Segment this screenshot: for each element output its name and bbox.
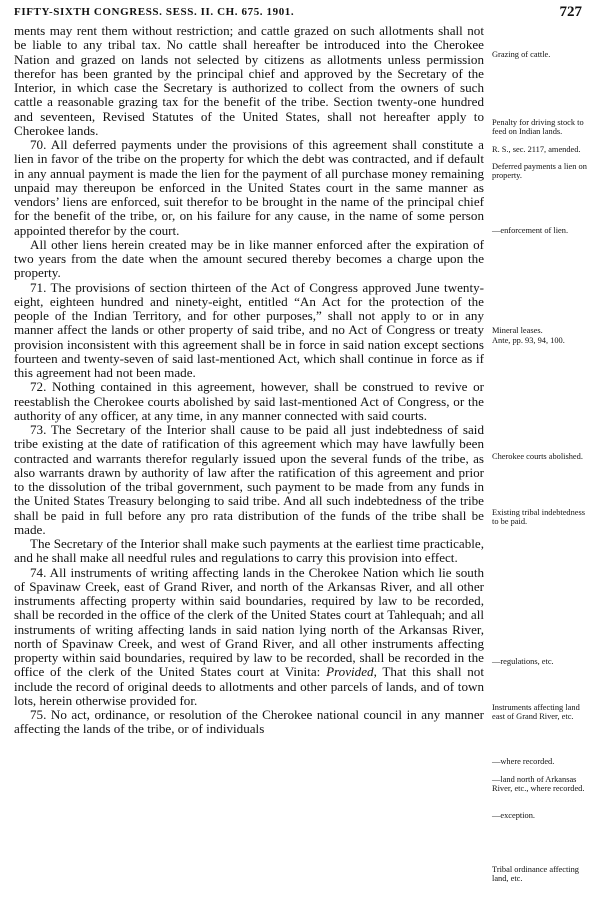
margin-note: Ante, pp. 93, 94, 100. — [492, 336, 565, 345]
paragraph: The Secretary of the Interior shall make such payments at the earliest time practicable, and he shall make all needful rules and regulations to carry this provision into effect. — [14, 536, 484, 566]
margin-note: Tribal ordinance affecting land, etc. — [492, 865, 579, 884]
margin-note: Penalty for driving stock to feed on Indian lands. — [492, 118, 584, 137]
running-head: FIFTY-SIXTH CONGRESS. SESS. II. CH. 675. 1901. — [14, 6, 295, 18]
paragraph: All other liens herein created may be in like manner enforced after the expiration of two years from the date when the amount secured thereby becomes a charge upon the property. — [14, 236, 484, 281]
margin-note: —regulations, etc. — [492, 657, 554, 666]
margin-note: —land north of Arkansas River, etc., where recorded. — [492, 775, 585, 794]
paragraph — [14, 566, 484, 709]
margin-note: —exception. — [492, 811, 536, 820]
margin-note: Existing tribal indebtedness to be paid. — [492, 508, 586, 527]
main-text-column — [14, 24, 484, 737]
paragraph: 75. No act, ordinance, or resolution of the Cherokee national council in any manner affecting the lands of the tribe, or of individuals — [14, 707, 484, 737]
margin-note: Grazing of cattle. — [492, 50, 551, 59]
margin-note: Instruments affecting land east of Grand River, etc. — [492, 703, 580, 722]
margin-note: Mineral leases. — [492, 326, 543, 335]
running-header — [14, 4, 582, 22]
paragraph: 70. All deferred payments under the provisions of this agreement shall constitute a lien in favor of the tribe on the property for which the debt was contracted, and if default in any annual payment is made the lien for the payment of all purchase money remaining unpaid may thereupon be enforced in the United States court in the same manner as vendors’ liens are enforced, suit therefor to be brought in the name of the principal chief for the benefit of the tribe, or, on his failure for any cause, in the name of some person appointed therefor by the court. — [14, 137, 484, 238]
proviso-term: Provided — [326, 664, 374, 680]
paragraph: 73. The Secretary of the Interior shall cause to be paid all just indebtedness of said tribe existing at the date of ratification of this agreement which may have lawfully been contracted and warrants therefor regularly issued upon the several funds of the tribe, as also warrants drawn by authority of law after the ratification of this agreement and prior to the dissolution of the tribal government, such payment to be made from any funds in the United States Treasury belonging to said tribe. And all such indebtedness of the tribe shall be paid in full before any pro rata distribution of the funds of the tribe shall be made. — [14, 422, 484, 537]
margin-note: Deferred payments a lien on property. — [492, 162, 587, 181]
margin-note: Cherokee courts abolished. — [492, 452, 583, 461]
paragraph: 72. Nothing contained in this agreement, however, shall be construed to revive or reestablish the Cherokee courts abolished by said last-mentioned Act of Congress, or the authority of any officer, at any time, in any manner connected with said courts. — [14, 379, 484, 423]
page-number: 727 — [559, 4, 582, 20]
margin-note: R. S., sec. 2117, amended. — [492, 145, 581, 154]
paragraph: ments may rent them without restriction; and cattle grazed on such allotments shall not be liable to any tribal tax. No cattle shall hereafter be introduced into the Cherokee Nation and grazed on lands not selected by citizens as allotments unless permission therefor has been granted by the principal chief and approved by the Secretary of the Interior, in which case the Secretary is authorized to collect from the owners of such cattle a reasonable grazing tax for the benefit of the tribe. Section twenty-one hundred and seventeen, Revised Statutes of the United States, shall not hereafter apply to Cherokee lands. — [14, 23, 484, 138]
margin-note: —where recorded. — [492, 757, 555, 766]
paragraph-text-continued: , That this shall not include the record of original deeds to allotments and other parcels of lands, and of town lots, herein otherwise provided for. — [14, 664, 484, 708]
margin-note: —enforcement of lien. — [492, 226, 569, 235]
paragraph: 71. The provisions of section thirteen of the Act of Congress approved June twenty-eight, eighteen hundred and ninety-eight, entitled “An Act for the protection of the people of the Indian Territory, and for other purposes,” shall not apply to or in any manner affect the lands or other property of said tribe, and no Act of Congress or treaty provision inconsistent with this agreement shall be in force in said nation except sections fourteen and twenty-seven of said last-mentioned Act, which shall continue in force as if this agreement had not been made. — [14, 279, 484, 380]
paragraph-text: 74. All instruments of writing affecting lands in the Cherokee Nation which lie south of Spavinaw Creek, east of Grand River, and north of the Arkansas River, and all other instruments affecting property within said boundaries, required by law to be recorded, shall be recorded in the office of the clerk of the United States court at Tahlequah; and all instruments of writing affecting lands in said nation lying north of the Arkansas River, north of Spavinaw Creek, and west of Grand River, and all other instruments affecting property within said boundaries, required by law to be recorded, shall be recorded in the office of the clerk of the United States court at Vinita: — [14, 564, 484, 680]
